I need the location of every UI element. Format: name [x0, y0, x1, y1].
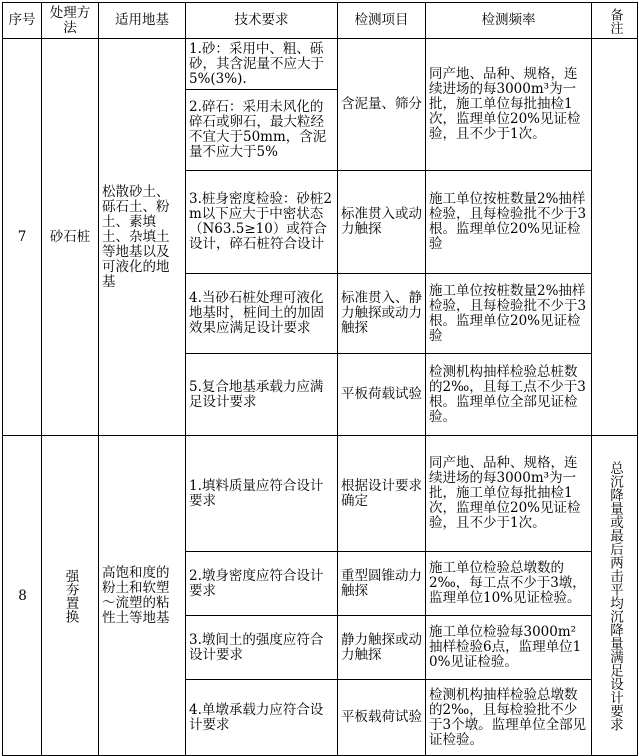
tech-cell: 4.当砂石桩处理可液化地基时，桩间土的加固效果应满足设计要求	[186, 274, 338, 354]
inspection-table	[2, 2, 638, 756]
item-cell: 根据设计要求确定	[338, 436, 426, 552]
header-method: 处理方法	[42, 3, 99, 39]
freq-cell: 施工单位按桩数量2%抽样检验，且每检验批不少于3根。监理单位20%见证检验	[426, 274, 592, 354]
table-row	[3, 436, 638, 552]
method-cell: 砂石桩	[42, 39, 99, 436]
item-cell: 静力触探或动力触探	[338, 616, 426, 680]
item-cell: 平板荷载试验	[338, 354, 426, 436]
tech-cell: 2.碎石：采用未风化的碎石或卵石，最大粒经不宜大于50mm，含泥量不应大于5%	[186, 90, 338, 171]
method-cell: 强夯置换	[42, 436, 99, 756]
freq-cell: 同产地、品种、规格，连续进场的每3000m³为一批，施工单位每批抽检1次，监理单位20%见证检验，且不少于1次。	[426, 436, 592, 552]
header-row	[3, 3, 638, 39]
seq-cell: 8	[3, 436, 42, 756]
header-item: 检测项目	[338, 3, 426, 39]
tech-cell: 2.墩身密度应符合设计要求	[186, 552, 338, 616]
note-cell	[592, 39, 638, 436]
tech-cell: 4.单墩承载力应符合设计要求	[186, 680, 338, 756]
freq-cell: 施工单位按桩数量2%抽样检验，且每检验批不少于3根。监理单位20%见证检验	[426, 171, 592, 274]
tech-cell: 1.填料质量应符合设计要求	[186, 436, 338, 552]
tech-cell: 5.复合地基承载力应满足设计要求	[186, 354, 338, 436]
item-cell: 重型圆锥动力触探	[338, 552, 426, 616]
soil-cell: 高饱和度的粉土和软塑～流塑的粘性土等地基	[99, 436, 186, 756]
note-cell: 总沉降量或最后两击平均沉降量满足设计要求	[592, 436, 638, 756]
header-soil: 适用地基	[99, 3, 186, 39]
item-cell: 含泥量、筛分	[338, 39, 426, 171]
tech-cell: 1.砂：采用中、粗、砾砂，其含泥量不应大于5%(3%).	[186, 39, 338, 90]
item-cell: 标准贯入、静力触探或动力触探	[338, 274, 426, 354]
tech-cell: 3.墩间土的强度应符合设计要求	[186, 616, 338, 680]
tech-cell: 3.桩身密度检验：砂桩2m以下应大于中密状态（N63.5≥10）或符合设计，碎石桩符合设计	[186, 171, 338, 274]
soil-cell: 松散砂土、砾石土、粉土、素填土、杂填土等地基以及可液化的地基	[99, 39, 186, 436]
header-freq: 检测频率	[426, 3, 592, 39]
table-row	[3, 39, 638, 90]
freq-cell: 施工单位检验每3000m²抽样检验6点，监理单位10%见证检验。	[426, 616, 592, 680]
header-seq: 序号	[3, 3, 42, 39]
freq-cell: 检测机构抽样检验总桩数的2‰，且每工点不少于3根。监理单位全部见证检验。	[426, 354, 592, 436]
freq-cell: 同产地、品种、规格，连续进场的每3000m³为一批，施工单位每批抽检1次，监理单位20%见证检验，且不少于1次。	[426, 39, 592, 171]
item-cell: 标准贯入或动力触探	[338, 171, 426, 274]
header-tech: 技术要求	[186, 3, 338, 39]
freq-cell: 检测机构抽样检验总墩数的2‰，且每检验批不少于3个墩。监理单位全部见证检验。	[426, 680, 592, 756]
seq-cell: 7	[3, 39, 42, 436]
item-cell: 平板载荷试验	[338, 680, 426, 756]
freq-cell: 施工单位检验总墩数的2‰，每工点不少于3墩，监理单位10%见证检验。	[426, 552, 592, 616]
header-note: 备注	[592, 3, 638, 39]
